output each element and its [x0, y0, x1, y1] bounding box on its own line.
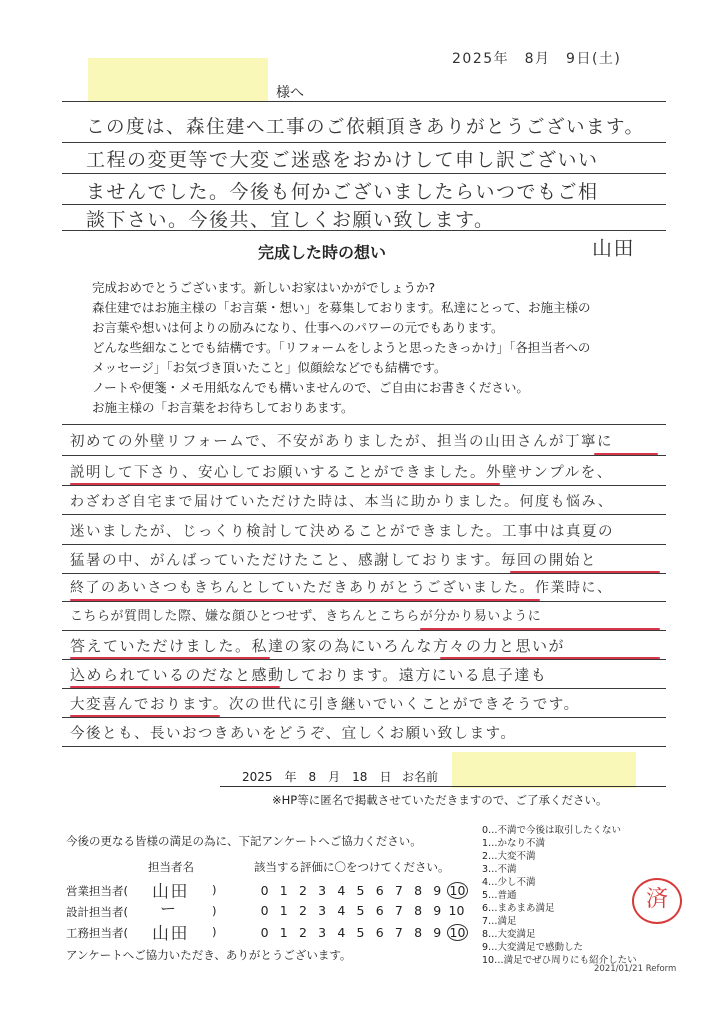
- rating-option[interactable]: 5: [356, 883, 365, 898]
- survey-intro: 今後の更なる皆様の満足の為に、下記アンケートへご協力ください。: [66, 834, 422, 848]
- rating-option[interactable]: 2: [298, 925, 307, 940]
- rating-option[interactable]: 8: [414, 883, 423, 898]
- staff-signature: 山田: [592, 236, 635, 260]
- customer-line-3: わざわざ自宅まで届けていただけた時は、本当に助かりました。何度も悩み、: [70, 494, 614, 510]
- message-rule-4: [62, 230, 666, 231]
- rating-option[interactable]: 3: [318, 903, 327, 918]
- intro-line-3: お言葉や想いは何よりの励みになり、仕事へのパワーの元でもあります。: [92, 320, 504, 335]
- legend-item: 5…普通: [482, 890, 517, 901]
- rating-option[interactable]: 0: [260, 925, 269, 940]
- customer-rule-0: [62, 424, 666, 425]
- rating-option[interactable]: 3: [318, 925, 327, 940]
- underline-mark: [594, 453, 658, 455]
- legend-item: 2…大変不満: [482, 851, 536, 862]
- customer-line-8: 答えていただけました。私達の家の為にいろんな方々の力と思いが: [70, 637, 566, 655]
- rating-option[interactable]: 8: [414, 925, 423, 940]
- customer-line-1: 初めての外壁リフォームで、不安がありましたが、担当の山田さんが丁寧に: [70, 434, 613, 450]
- rating-option[interactable]: 7: [394, 925, 403, 940]
- rating-option-selected[interactable]: 10: [447, 924, 468, 941]
- legend-item: 3…不満: [482, 864, 517, 875]
- sales-staff-label: 営業担当者(: [66, 884, 128, 898]
- intro-line-4: どんな些細なことでも結構です。「リフォームをしようと思ったきっかけ」「各担当者への: [92, 340, 591, 355]
- intro-line-7: お施主様の「お言葉をお待ちしておりあます。: [92, 400, 354, 415]
- underline-mark: [420, 628, 660, 630]
- rating-option[interactable]: 2: [298, 883, 307, 898]
- customer-rule-7: [62, 630, 666, 631]
- underline-mark: [440, 657, 660, 659]
- rating-option[interactable]: 2: [298, 903, 307, 918]
- rating-option[interactable]: 3: [318, 883, 327, 898]
- rating-option[interactable]: 10: [448, 903, 465, 918]
- construction-staff-label: 工務担当者(: [66, 926, 128, 940]
- rating-option[interactable]: 6: [375, 925, 384, 940]
- rating-option[interactable]: 4: [337, 903, 346, 918]
- rating-option[interactable]: 6: [375, 903, 384, 918]
- customer-rule-3: [62, 514, 666, 515]
- rating-option[interactable]: 5: [356, 925, 365, 940]
- legend-item: 7…満足: [482, 916, 517, 927]
- rating-option[interactable]: 7: [394, 903, 403, 918]
- construction-staff-name: 山田: [152, 924, 189, 944]
- customer-rule-1: [62, 455, 666, 456]
- underline-mark: [70, 483, 500, 485]
- message-rule-1: [62, 142, 666, 143]
- design-staff-name: ー: [160, 899, 178, 918]
- customer-line-4: 迷いましたが、じっくり検討して決めることができました。工事中は真夏の: [70, 524, 614, 540]
- rating-option[interactable]: 4: [337, 883, 346, 898]
- rating-option[interactable]: 9: [433, 925, 442, 940]
- construction-staff-close: ): [212, 925, 217, 939]
- customer-rule-2: [62, 485, 666, 486]
- rating-option[interactable]: 4: [337, 925, 346, 940]
- sales-staff-name: 山田: [152, 882, 189, 902]
- underline-mark: [70, 599, 540, 601]
- customer-name-redaction: [452, 752, 636, 788]
- customer-rule-9: [62, 688, 666, 689]
- survey-thanks: アンケートへご協力いただき、ありがとうございます。: [66, 948, 352, 962]
- privacy-note: ※HP等に匿名で掲載させていただきますので、ご了承ください。: [272, 793, 608, 807]
- design-rating-scale[interactable]: [255, 903, 466, 918]
- customer-line-5: 猛暑の中、がんばっていただけたこと、感謝しております。毎回の開始と: [70, 553, 597, 569]
- legend-item: 10…満足でぜひ周りにも紹介したい: [482, 955, 637, 966]
- customer-rule-8: [62, 659, 666, 660]
- rating-legend: [482, 824, 637, 967]
- customer-rule-5: [62, 573, 666, 574]
- sales-rating-scale[interactable]: [255, 882, 468, 899]
- design-staff-label: 設計担当者(: [66, 905, 128, 919]
- submission-date: 2025 年 8 月 18 日: [242, 770, 392, 784]
- customer-rule-11: [62, 746, 666, 747]
- name-line: [220, 786, 666, 787]
- customer-line-10: 大変喜んでおります。次の世代に引き継いでいくことができそうです。: [70, 697, 580, 713]
- customer-rule-10: [62, 717, 666, 718]
- rating-option[interactable]: 9: [433, 903, 442, 918]
- legend-item: 6…まあまあ満足: [482, 903, 555, 914]
- message-line-1: この度は、森住建へ工事のご依頼頂きありがとうございます。: [86, 117, 645, 138]
- underline-mark: [70, 715, 220, 717]
- rating-option[interactable]: 1: [279, 903, 288, 918]
- completion-stamp: 済: [632, 878, 682, 924]
- rating-option[interactable]: 1: [279, 925, 288, 940]
- message-line-2: 工程の変更等で大変ご迷惑をおかけして申し訳ございい: [86, 149, 599, 171]
- customer-line-11: 今後とも、長いおつきあいをどうぞ、宜しくお願い致します。: [70, 726, 517, 742]
- rating-option[interactable]: 9: [433, 883, 442, 898]
- recipient-name-redaction: [88, 58, 268, 102]
- message-line-3: ませんでした。今後も何かございましたらいつでもご相: [86, 181, 599, 203]
- rating-option[interactable]: 8: [414, 903, 423, 918]
- customer-line-9: 込められているのだなと感動しております。遠方にいる息子達も: [70, 666, 548, 684]
- rating-option[interactable]: 5: [356, 903, 365, 918]
- customer-rule-6: [62, 601, 666, 602]
- intro-line-2: 森住建ではお施主様の「お言葉・想い」を募集しております。私達にとって、お施主様の: [92, 300, 591, 315]
- legend-item: 9…大変満足で感動した: [482, 942, 584, 953]
- staff-column-header: 担当者名: [148, 860, 194, 874]
- legend-item: 4…少し不満: [482, 877, 536, 888]
- rating-option-selected[interactable]: 10: [447, 882, 468, 899]
- rating-option[interactable]: 1: [279, 883, 288, 898]
- letter-date: 2025年 8月 9日(土): [452, 51, 622, 67]
- rating-option[interactable]: 0: [260, 883, 269, 898]
- form-code: 2021/01/21 Reform: [594, 964, 677, 974]
- design-staff-close: ): [212, 904, 217, 918]
- legend-item: 1…かなり不満: [482, 838, 546, 849]
- recipient-suffix: 様へ: [276, 85, 304, 101]
- message-rule-2: [62, 173, 666, 174]
- customer-line-6: 終了のあいさつもきちんとしていただきありがとうございました。作業時に、: [70, 580, 613, 596]
- customer-rule-4: [62, 544, 666, 545]
- name-label: お名前: [402, 770, 439, 784]
- customer-line-7: こちらが質問した際、嫌な顔ひとつせず、きちんとこちらが分かり易いように: [70, 609, 542, 624]
- sales-staff-close: ): [212, 883, 217, 897]
- rating-column-header: 該当する評価に〇をつけてください。: [254, 860, 450, 874]
- header-line: [62, 101, 666, 102]
- rating-option[interactable]: 7: [394, 883, 403, 898]
- form-title: 完成した時の想い: [258, 243, 387, 262]
- intro-line-1: 完成おめでとうございます。新しいお家はいかがでしょうか?: [92, 280, 436, 295]
- construction-rating-scale[interactable]: [255, 924, 468, 941]
- rating-option[interactable]: 0: [260, 903, 269, 918]
- rating-option[interactable]: 6: [375, 883, 384, 898]
- intro-line-6: ノートや便箋・メモ用紙なんでも構いませんので、ご自由にお書きください。: [92, 380, 529, 395]
- underline-mark: [510, 571, 660, 573]
- message-line-4: 談下さい。今後共、宜しくお願い致します。: [86, 209, 495, 231]
- legend-item: 0…不満で今後は取引したくない: [482, 825, 622, 836]
- legend-item: 8…大変満足: [482, 929, 536, 940]
- underline-mark: [70, 657, 270, 659]
- customer-line-2: 説明して下さり、安心してお願いすることができました。外壁サンプルを、: [70, 465, 613, 481]
- intro-line-5: メッセージ」「お気づき頂いたこと」似顔絵などでも結構です。: [92, 360, 447, 375]
- underline-mark: [70, 686, 280, 688]
